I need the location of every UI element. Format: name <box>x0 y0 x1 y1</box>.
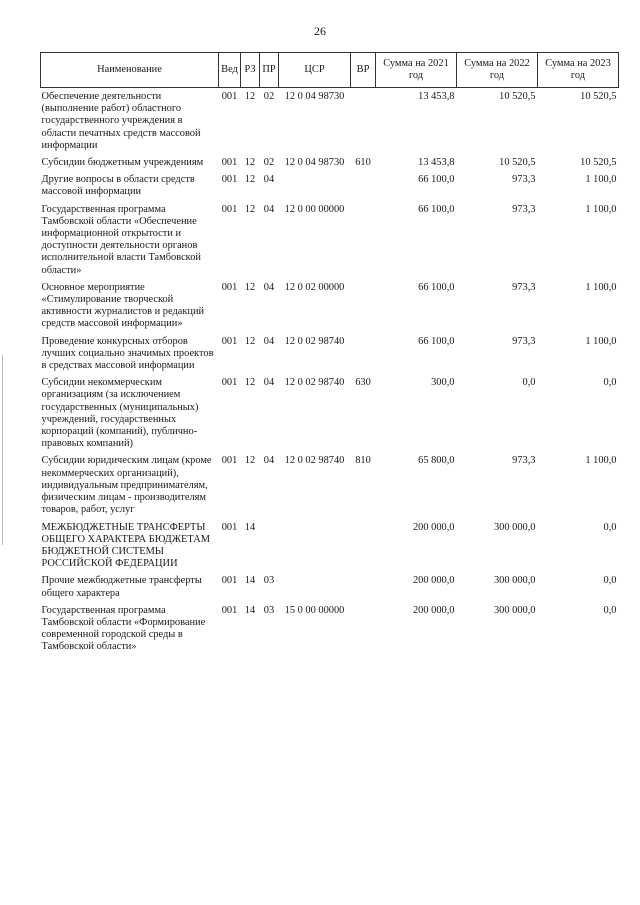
row-name: Субсидии юридическим лицам (кроме некоммерческих организаций), индивидуальным предпринимателям, физическим лицам - производителям товаров, работ, услуг <box>41 455 212 516</box>
table-row <box>41 372 619 450</box>
table-row <box>41 600 619 654</box>
row-rz: 12 <box>244 174 256 186</box>
table-row <box>41 331 619 373</box>
row-vr <box>351 600 376 654</box>
row-pr: 02 <box>263 157 275 169</box>
row-sum-2021: 200 000,0 <box>412 575 455 587</box>
row-sum-2022: 973,3 <box>512 335 536 347</box>
row-pr: 04 <box>263 335 275 347</box>
table-row <box>41 570 619 599</box>
row-sum-2021: 200 000,0 <box>412 604 455 616</box>
row-sum-2021: 66 100,0 <box>418 174 455 186</box>
row-rz: 12 <box>244 281 256 293</box>
table-row <box>41 450 619 516</box>
row-sum-2021: 13 453,8 <box>418 157 455 169</box>
row-pr: 03 <box>263 575 275 587</box>
row-vr <box>351 88 376 153</box>
header-vr: ВР <box>351 53 376 88</box>
row-rz: 14 <box>244 521 256 533</box>
row-sum-2023: 10 520,5 <box>580 157 617 169</box>
row-sum-2023: 1 100,0 <box>585 203 617 215</box>
row-name: Субсидии некоммерческим организациям (за исключением государственных (муниципальных) учреждений, государственных корпораций (компаний), публично-правовых компаний) <box>41 377 199 450</box>
row-vr <box>351 169 376 198</box>
row-sum-2021: 65 800,0 <box>418 455 455 467</box>
row-ved: 001 <box>221 377 238 389</box>
row-sum-2022: 0,0 <box>522 377 536 389</box>
row-ved: 001 <box>221 157 238 169</box>
row-csr: 12 0 02 00000 <box>284 281 345 293</box>
row-name: Прочие межбюджетные трансферты общего характера <box>41 575 202 599</box>
row-sum-2022: 300 000,0 <box>493 521 536 533</box>
row-vr <box>351 277 376 331</box>
row-sum-2022: 10 520,5 <box>499 91 536 102</box>
row-sum-2023: 0,0 <box>603 604 617 616</box>
row-ved: 001 <box>221 521 238 533</box>
row-sum-2023: 1 100,0 <box>585 455 617 467</box>
row-pr: 02 <box>263 91 275 102</box>
row-pr: 04 <box>263 455 275 467</box>
row-csr: 12 0 04 98730 <box>284 91 345 102</box>
table-row <box>41 277 619 331</box>
row-name: МЕЖБЮДЖЕТНЫЕ ТРАНСФЕРТЫ ОБЩЕГО ХАРАКТЕРА БЮДЖЕТАМ БЮДЖЕТНОЙ СИСТЕМЫ РОССИЙСКОЙ ФЕДЕРАЦИИ <box>41 521 210 570</box>
table-row <box>41 88 619 153</box>
row-name: Государственная программа Тамбовской области «Обеспечение информационной открытости и доступности деятельности органов исполнительной власти Тамбовской области» <box>41 203 201 276</box>
row-rz: 12 <box>244 335 256 347</box>
header-pr: ПР <box>260 53 279 88</box>
page-number: 26 <box>314 24 326 38</box>
row-pr: 04 <box>263 203 275 215</box>
row-sum-2021: 13 453,8 <box>418 91 455 102</box>
row-ved: 001 <box>221 281 238 293</box>
header-sum-2021: Сумма на 2021 год <box>376 53 457 88</box>
row-sum-2022: 973,3 <box>512 203 536 215</box>
row-ved: 001 <box>221 604 238 616</box>
row-vr: 810 <box>355 455 371 467</box>
row-sum-2023: 10 520,5 <box>580 91 617 102</box>
row-sum-2023: 0,0 <box>603 575 617 587</box>
table-row <box>41 152 619 169</box>
budget-table <box>40 52 619 654</box>
row-sum-2023: 1 100,0 <box>585 174 617 186</box>
header-ved: Вед <box>219 53 241 88</box>
row-vr <box>351 517 376 571</box>
row-rz: 14 <box>244 575 256 587</box>
row-name: Основное мероприятие «Стимулирование творческой активности журналистов и редакций средств массовой информации» <box>41 281 205 330</box>
row-rz: 12 <box>244 377 256 389</box>
row-ved: 001 <box>221 575 238 587</box>
row-vr <box>351 570 376 599</box>
row-name: Государственная программа Тамбовской области «Формирование современной городской среды в Тамбовской области» <box>41 604 206 653</box>
row-sum-2021: 200 000,0 <box>412 521 455 533</box>
row-sum-2023: 1 100,0 <box>585 281 617 293</box>
table-row <box>41 517 619 571</box>
row-name: Обеспечение деятельности (выполнение работ) областного государственного учреждения в области печатных средств массовой информации <box>41 91 201 151</box>
row-vr <box>351 331 376 373</box>
row-pr: 04 <box>263 377 275 389</box>
row-csr <box>279 517 351 571</box>
row-pr: 03 <box>263 604 275 616</box>
row-csr: 12 0 02 98740 <box>284 335 345 347</box>
row-ved: 001 <box>221 174 238 186</box>
row-sum-2021: 66 100,0 <box>418 203 455 215</box>
table-header-row <box>41 53 619 88</box>
row-pr: 04 <box>263 281 275 293</box>
header-csr: ЦСР <box>279 53 351 88</box>
row-name: Другие вопросы в области средств массовой информации <box>41 174 195 198</box>
row-csr: 12 0 02 98740 <box>284 455 345 467</box>
row-ved: 001 <box>221 455 238 467</box>
row-name: Проведение конкурсных отборов лучших социально значимых проектов в средствах массовой информации <box>41 335 214 372</box>
row-sum-2023: 1 100,0 <box>585 335 617 347</box>
row-sum-2022: 300 000,0 <box>493 604 536 616</box>
header-name: Наименование <box>41 53 219 88</box>
row-pr: 04 <box>263 174 275 186</box>
header-sum-2023: Сумма на 2023 год <box>538 53 619 88</box>
row-sum-2021: 66 100,0 <box>418 281 455 293</box>
row-rz: 12 <box>244 455 256 467</box>
row-csr <box>279 570 351 599</box>
row-vr: 610 <box>355 157 371 169</box>
row-sum-2021: 300,0 <box>431 377 455 389</box>
row-sum-2022: 973,3 <box>512 174 536 186</box>
row-name: Субсидии бюджетным учреждениям <box>41 157 204 169</box>
row-sum-2022: 300 000,0 <box>493 575 536 587</box>
row-csr: 15 0 00 00000 <box>284 604 345 616</box>
table-row <box>41 199 619 277</box>
row-ved: 001 <box>221 203 238 215</box>
row-csr: 12 0 04 98730 <box>284 157 345 169</box>
row-ved: 001 <box>221 91 238 102</box>
header-sum-2022: Сумма на 2022 год <box>457 53 538 88</box>
row-ved: 001 <box>221 335 238 347</box>
table-row <box>41 169 619 198</box>
row-sum-2022: 973,3 <box>512 455 536 467</box>
row-sum-2022: 10 520,5 <box>499 157 536 169</box>
row-sum-2023: 0,0 <box>603 377 617 389</box>
row-sum-2023: 0,0 <box>603 521 617 533</box>
row-csr <box>279 169 351 198</box>
row-csr: 12 0 02 98740 <box>284 377 345 389</box>
header-rz: РЗ <box>241 53 260 88</box>
scan-edge-mark <box>2 355 3 545</box>
row-rz: 12 <box>244 157 256 169</box>
row-pr <box>260 517 279 571</box>
row-sum-2022: 973,3 <box>512 281 536 293</box>
row-rz: 12 <box>244 91 256 102</box>
row-vr <box>351 199 376 277</box>
row-rz: 12 <box>244 203 256 215</box>
row-vr: 630 <box>355 377 371 389</box>
row-csr: 12 0 00 00000 <box>284 203 345 215</box>
row-sum-2021: 66 100,0 <box>418 335 455 347</box>
row-rz: 14 <box>244 604 256 616</box>
